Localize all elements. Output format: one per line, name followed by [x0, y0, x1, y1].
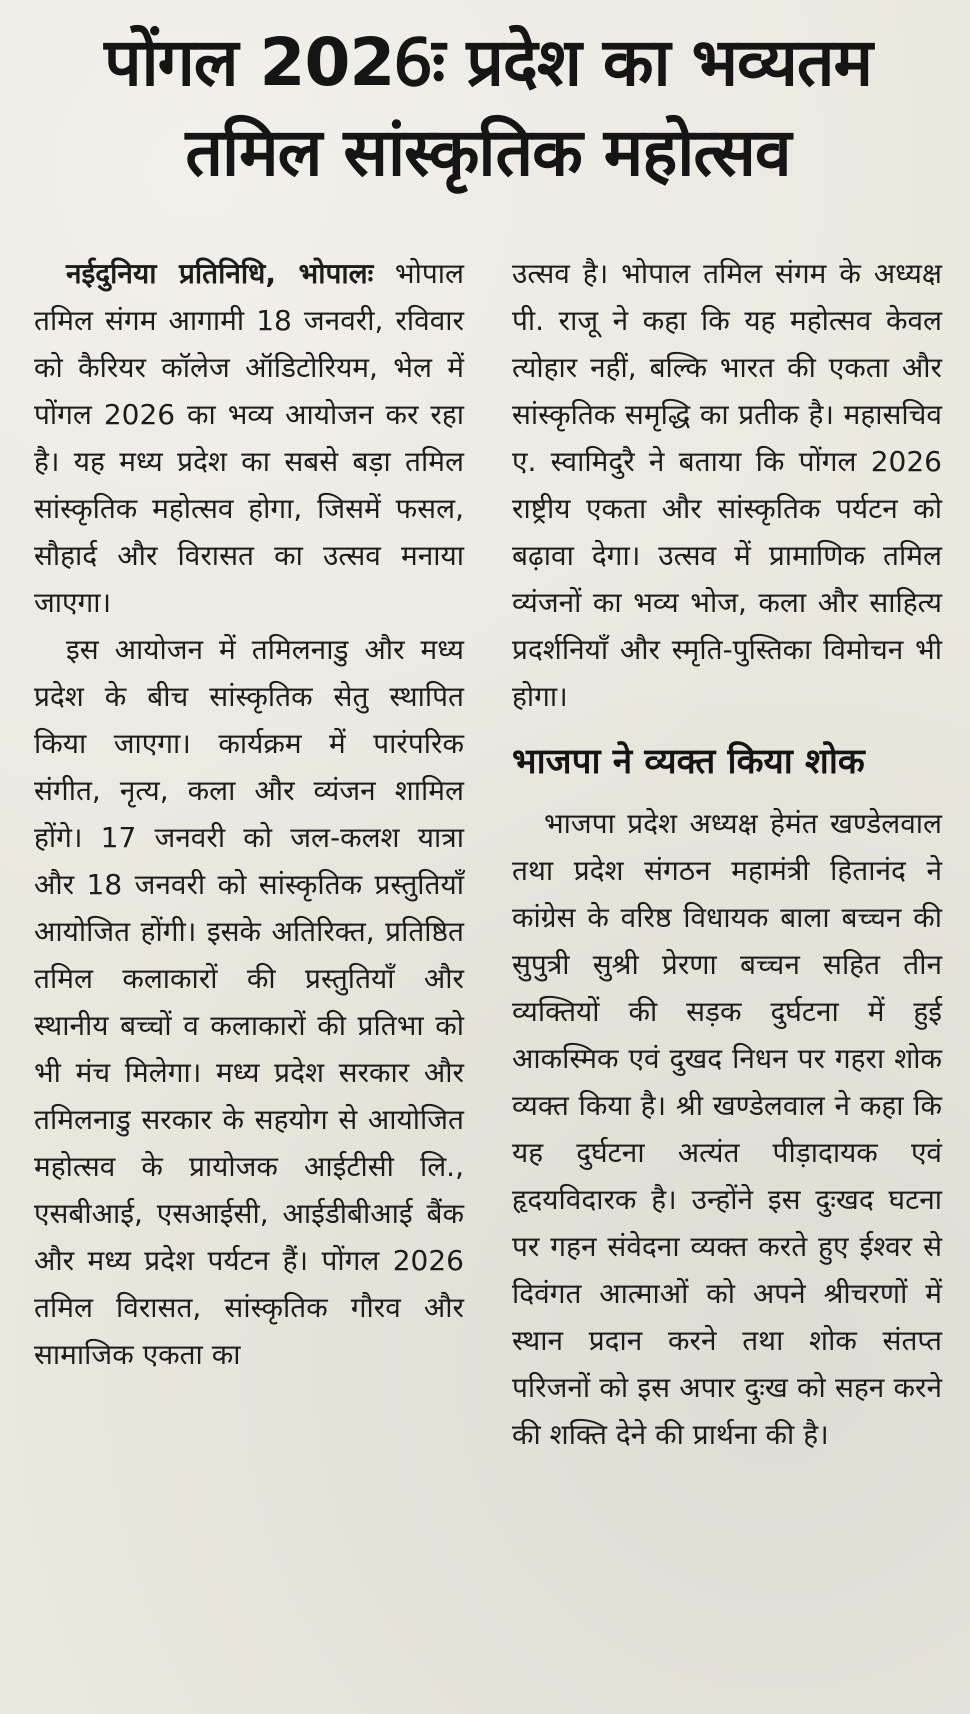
headline-line-1: पोंगल 2026ः प्रदेश का भव्यतम — [104, 24, 872, 101]
left-column — [34, 250, 464, 1458]
article-paragraph-1 — [34, 250, 464, 626]
article-paragraph-1-text: भोपाल तमिल संगम आगामी 18 जनवरी, रविवार को कैरियर कॉलेज ऑडिटोरियम, भेल में पोंगल 2026 का भव्य आयोजन कर रहा है। यह मध्य प्रदेश का सबसे बड़ा तमिल सांस्कृतिक महोत्सव होगा, जिसमें फसल, सौहार्द और विरासत का उत्सव मनाया जाएगा। — [34, 257, 464, 619]
article-paragraph-2: इस आयोजन में तमिलनाडु और मध्य प्रदेश के बीच सांस्कृतिक सेतु स्थापित किया जाएगा। कार्यक्रम में पारंपरिक संगीत, नृत्य, कला और व्यंजन शामिल होंगे। 17 जनवरी को जल-कलश यात्रा और 18 जनवरी को सांस्कृतिक प्रस्तुतियाँ आयोजित होंगी। इसके अतिरिक्त, प्रतिष्ठित तमिल कलाकारों की प्रस्तुतियाँ और स्थानीय बच्चों व कलाकारों की प्रतिभा को भी मंच मिलेगा। मध्य प्रदेश सरकार और तमिलनाडु सरकार के सहयोग से आयोजित महोत्सव के प्रायोजक आईटीसी लि., एसबीआई, एसआईसी, आईडीबीआई बैंक और मध्य प्रदेश पर्यटन हैं। पोंगल 2026 तमिल विरासत, सांस्कृतिक गौरव और सामाजिक एकता का — [34, 633, 464, 1371]
sidebar-subhead: भाजपा ने व्यक्त किया शोक — [512, 742, 865, 782]
headline — [34, 18, 942, 198]
headline-line-2: तमिल सांस्कृतिक महोत्सव — [185, 114, 791, 191]
article-paragraph-3: उत्सव है। भोपाल तमिल संगम के अध्यक्ष पी. राजू ने कहा कि यह महोत्सव केवल त्योहार नहीं, बल्कि भारत की एकता और सांस्कृतिक समृद्धि का प्रतीक है। महासचिव ए. स्वामिदुरै ने बताया कि पोंगल 2026 राष्ट्रीय एकता और सांस्कृतिक पर्यटन को बढ़ावा देगा। उत्सव में प्रामाणिक तमिल व्यंजनों का भव्य भोज, कला और साहित्य प्रदर्शनियाँ और स्मृति-पुस्तिका विमोचन भी होगा। — [512, 257, 942, 713]
byline: नईदुनिया प्रतिनिधि, भोपालः — [66, 257, 374, 290]
right-column — [512, 250, 942, 1458]
article-columns — [34, 250, 942, 1458]
sidebar-story-body: भाजपा प्रदेश अध्यक्ष हेमंत खण्डेलवाल तथा प्रदेश संगठन महामंत्री हितानंद ने कांग्रेस के वरिष्ठ विधायक बाला बच्चन की सुपुत्री सुश्री प्रेरणा बच्चन सहित तीन व्यक्तियों की सड़क दुर्घटना में हुई आकस्मिक एवं दुखद निधन पर गहरा शोक व्यक्त किया है। श्री खण्डेलवाल ने कहा कि यह दुर्घटना अत्यंत पीड़ादायक एवं हृदयविदारक है। उन्होंने इस दुःखद घटना पर गहन संवेदना व्यक्त करते हुए ईश्वर से दिवंगत आत्माओं को अपने श्रीचरणों में स्थान प्रदान करने तथा शोक संतप्त परिजनों को इस अपार दुःख को सहन करने की शक्ति देने की प्रार्थना की है। — [512, 807, 942, 1451]
